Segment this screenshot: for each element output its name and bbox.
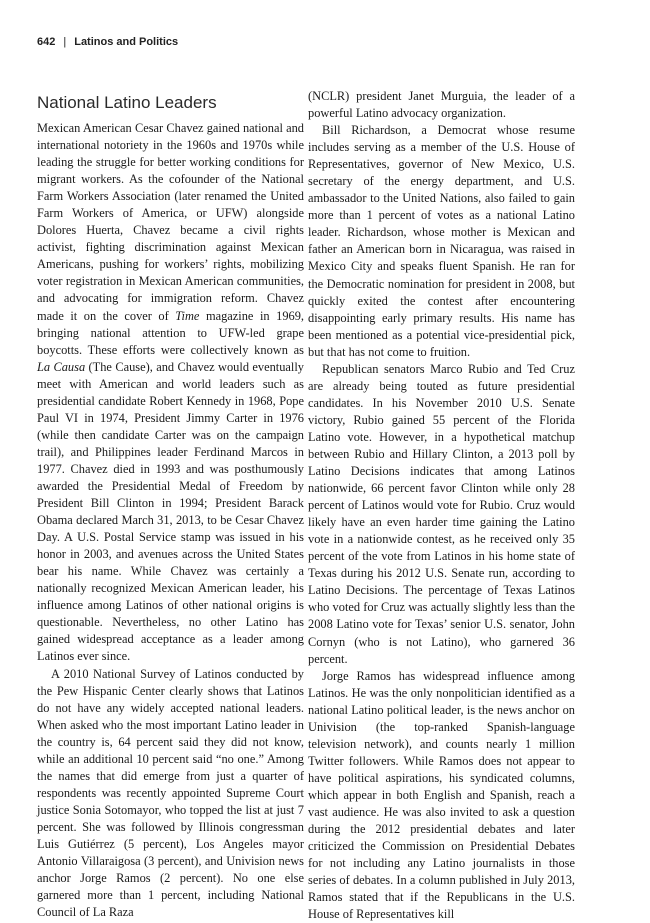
running-title: Latinos and Politics: [74, 36, 179, 48]
page-number: 642: [37, 36, 56, 48]
paragraph-rubio-cruz: Republican senators Marco Rubio and Ted Cruz are already being touted as future presidential candidates. In his November 2010 U.S. Senate victory, Rubio gained 55 percent of the Florida Latino vote. However, in a hypothetical matchup between Rubio and Hillary Clinton, a 2013 poll by Latino Decisions indicates that among Latinos nationwide, 66 percent favor Clinton while only 28 percent of Latinos would vote for Rubio. Cruz would likely have an even harder time gaining the Latino vote in a nationwide contest, as he received only 35 percent of the vote from Latinos in his home state of Texas during his 2012 U.S. Senate run, according to Latino Decisions. The percentage of Texas Latinos who voted for Cruz was actually slightly less than the 2008 Latino vote for Texas’ senior U.S. senator, John Cornyn (who is not Latino), who garnered 36 percent.: [308, 361, 575, 666]
magazine-title: Time: [175, 308, 200, 323]
running-header: [37, 36, 178, 48]
movement-name: La Causa: [37, 359, 86, 374]
paragraph-text: magazine in 1969, bringing national attention to UFW-led grape boycotts. These efforts were collectively known as: [37, 308, 304, 357]
section-heading: National Latino Leaders: [37, 93, 217, 112]
paragraph-continued: (NCLR) president Janet Murguia, the leader of a powerful Latino advocacy organization.: [308, 89, 575, 121]
header-separator: |: [63, 36, 67, 48]
right-column: [308, 88, 575, 923]
paragraph-ramos: Jorge Ramos has widespread influence among Latinos. He was the only nonpolitician identified as a national Latino political leader, is the news anchor on Univision (the top-ranked Spanish-language television network), and counts nearly 1 million Twitter followers. While Ramos does not appear to have political aspirations, his syndicated columns, which appear in both English and Spanish, reach a vast audience. He was also invited to ask a question during the 2012 presidential debates and later criticized the Commission on Presidential Debates for not including any Latino journalists in those series of debates. In a column published in July 2013, Ramos stated that if the Republicans in the U.S. House of Representatives kill: [308, 668, 575, 922]
paragraph-pew-survey: A 2010 National Survey of Latinos conducted by the Pew Hispanic Center clearly shows that Latinos do not have any widely accepted national leaders. When asked who the most important Latino leader in the country is, 64 percent said they did not know, while an additional 10 percent said “no one.” Among the names that did emerge from just a quarter of respondents was recently appointed Supreme Court justice Sonia Sotomayor, who topped the list at just 7 percent. She was followed by Illinois congressman Luis Gutiérrez (5 percent), Los Angeles mayor Antonio Villaraigosa (3 percent), and Univision news anchor Jorge Ramos (2 percent). No one else garnered more than 1 percent, including National Council of La Raza: [37, 666, 304, 920]
left-column: [37, 93, 304, 921]
paragraph-chavez: [37, 120, 304, 666]
paragraph-richardson: Bill Richardson, a Democrat whose resume includes serving as a member of the U.S. House of Representatives, governor of New Mexico, U.S. secretary of the energy department, and U.S. ambassador to the United Nations, also failed to gain more than 1 percent of votes as a national Latino leader. Richardson, whose mother is Mexican and father an American born in Nicaragua, was raised in Mexico City and speaks fluent Spanish. He ran for the Democratic nomination for president in 2008, but quickly exited the contest after encountering disappointing early primary results. His name has been mentioned as a potential vice-presidential pick, but that has not come to fruition.: [308, 123, 575, 359]
paragraph-text: Mexican American Cesar Chavez gained national and international notoriety in the 1960s and 1970s while leading the struggle for better working conditions for migrant workers. As the cofounder of the National Farm Workers Association (later renamed the United Farm Workers of America, or UFW) alongside Dolores Huerta, Chavez became a civil rights activist, fighting discrimination against Mexican Americans, pushing for workers’ rights, mobilizing voter registration in Mexican American communities, and advocating for immigration reform. Chavez made it on the cover of: [37, 121, 304, 323]
paragraph-text: (The Cause), and Chavez would eventually meet with American and world leaders such as presidential candidate Robert Kennedy in 1968, Pope Paul VI in 1974, President Jimmy Carter in 1976 (while then candidate Carter was on the campaign trail), and Philippines leader Ferdinand Marcos in 1977. Chavez died in 1993 and was posthumously awarded the Presidential Medal of Freedom by President Bill Clinton in 1994; President Barack Obama declared March 31, 2013, to be Cesar Chavez Day. A U.S. Postal Service stamp was issued in his honor in 2003, and avenues across the United States bear his name. While Chavez was certainly a nationally recognized Mexican American leader, his influence among Latinos of other national origins is questionable. Nevertheless, no other Latino has gained widespread acceptance as a leader among Latinos ever since.: [37, 359, 305, 664]
